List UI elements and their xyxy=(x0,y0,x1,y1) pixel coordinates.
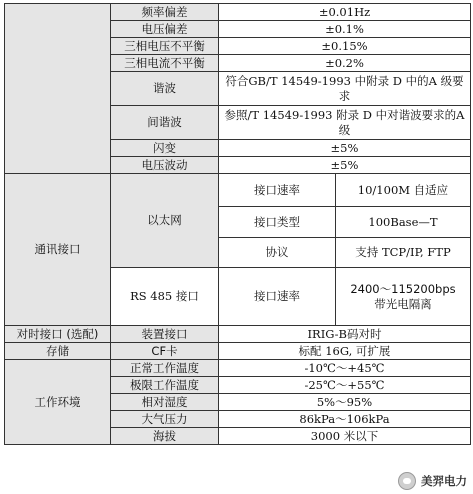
spec-label: 相对湿度 xyxy=(111,394,219,411)
spec-label: 闪变 xyxy=(111,140,219,157)
spec-value: 参照/T 14549-1993 附录 D 中对谐波要求的A 级 xyxy=(219,106,471,140)
spec-label: 正常工作温度 xyxy=(111,360,219,377)
spec-label: 电压偏差 xyxy=(111,21,219,38)
spec-value: 100Base—T xyxy=(336,207,471,238)
spec-value: 5%～95% xyxy=(219,394,471,411)
table-row xyxy=(5,360,471,377)
spec-label: 频率偏差 xyxy=(111,4,219,21)
watermark-text: 美羿电力 xyxy=(421,474,467,488)
spec-value: 标配 16G, 可扩展 xyxy=(219,343,471,360)
spec-value: ±0.01Hz xyxy=(219,4,471,21)
power-quality-category-cell xyxy=(5,4,111,174)
spec-value: IRIG-B码对时 xyxy=(219,326,471,343)
spec-value: 86kPa～106kPa xyxy=(219,411,471,428)
spec-value: -25℃～+55℃ xyxy=(219,377,471,394)
spec-value: ±0.2% xyxy=(219,55,471,72)
rs485-isolation: 带光电隔离 xyxy=(374,296,432,311)
table-row xyxy=(5,343,471,360)
spec-sublabel: 接口速率 xyxy=(219,268,336,326)
spec-value: 支持 TCP/IP, FTP xyxy=(336,238,471,268)
table-row xyxy=(5,4,471,21)
spec-label: CF卡 xyxy=(111,343,219,360)
spec-value: -10℃～+45℃ xyxy=(219,360,471,377)
spec-sublabel: 接口类型 xyxy=(219,207,336,238)
spec-label: 三相电流不平衡 xyxy=(111,55,219,72)
timing-category-cell: 对时接口 (选配) xyxy=(5,326,111,343)
spec-value: ±0.15% xyxy=(219,38,471,55)
spec-value: 3000 米以下 xyxy=(219,428,471,445)
spec-table xyxy=(4,3,471,445)
spec-label: 电压波动 xyxy=(111,157,219,174)
watermark xyxy=(398,472,467,490)
spec-label: 谐波 xyxy=(111,72,219,106)
spec-label: 装置接口 xyxy=(111,326,219,343)
rs485-label: RS 485 接口 xyxy=(111,268,219,326)
spec-value: 10/100M 自适应 xyxy=(336,174,471,207)
rs485-rate: 2400～115200bps xyxy=(350,281,456,296)
table-row xyxy=(5,326,471,343)
spec-value: ±5% xyxy=(219,157,471,174)
wechat-icon xyxy=(398,472,416,490)
table-row xyxy=(5,174,471,207)
spec-value: ±0.1% xyxy=(219,21,471,38)
storage-category-cell: 存储 xyxy=(5,343,111,360)
spec-sublabel: 协议 xyxy=(219,238,336,268)
spec-label: 海拔 xyxy=(111,428,219,445)
ethernet-label: 以太网 xyxy=(111,174,219,268)
comm-category-cell: 通讯接口 xyxy=(5,174,111,326)
spec-label: 极限工作温度 xyxy=(111,377,219,394)
spec-label: 间谐波 xyxy=(111,106,219,140)
env-category-cell: 工作环境 xyxy=(5,360,111,445)
spec-label: 三相电压不平衡 xyxy=(111,38,219,55)
spec-value: ±5% xyxy=(219,140,471,157)
spec-sublabel: 接口速率 xyxy=(219,174,336,207)
spec-label: 大气压力 xyxy=(111,411,219,428)
spec-value xyxy=(336,268,471,326)
spec-value: 符合GB/T 14549-1993 中附录 D 中的A 级要求 xyxy=(219,72,471,106)
